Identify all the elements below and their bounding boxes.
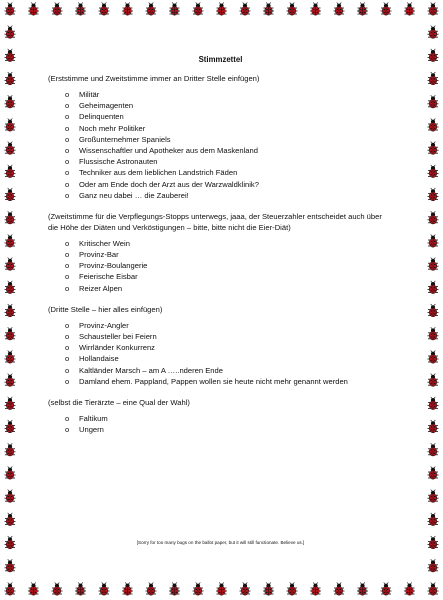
ballot-option[interactable] — [65, 89, 393, 100]
ladybug-icon — [5, 490, 16, 503]
ladybug-icon — [5, 513, 16, 526]
ladybug-icon — [428, 142, 439, 155]
ladybug-icon — [310, 2, 321, 15]
ladybug-icon — [5, 118, 16, 131]
ballot-option[interactable] — [65, 342, 393, 353]
ladybug-icon — [75, 582, 86, 595]
option-checkbox[interactable]: o — [65, 157, 70, 167]
ladybug-icon — [5, 374, 16, 387]
ballot-option[interactable] — [65, 424, 393, 435]
ballot-option[interactable] — [65, 271, 393, 282]
ladybug-icon — [216, 582, 227, 595]
option-checkbox[interactable]: o — [65, 283, 70, 293]
ladybug-icon — [428, 258, 439, 271]
ladybug-icon — [381, 582, 392, 595]
ladybug-icon — [428, 420, 439, 433]
ballot-option[interactable] — [65, 365, 393, 376]
option-checkbox[interactable]: o — [65, 272, 70, 282]
option-checkbox[interactable]: o — [65, 112, 70, 122]
option-checkbox[interactable]: o — [65, 413, 70, 423]
option-checkbox[interactable]: o — [65, 179, 70, 189]
ballot-option[interactable] — [65, 283, 393, 294]
option-checkbox[interactable]: o — [65, 332, 70, 341]
ladybug-icon — [357, 2, 368, 15]
ladybug-icon — [122, 2, 133, 15]
ladybug-icon — [428, 234, 439, 247]
ballot-option[interactable] — [65, 134, 393, 145]
option-checkbox[interactable]: o — [65, 250, 70, 260]
option-list — [65, 320, 393, 387]
ballot-option[interactable] — [65, 190, 393, 201]
ladybug-icon — [428, 374, 439, 387]
ladybug-icon — [287, 582, 298, 595]
option-checkbox[interactable]: o — [65, 101, 70, 111]
ladybug-icon — [52, 2, 63, 15]
ladybug-icon — [28, 2, 39, 15]
option-label: Großunternehmer Spaniels — [79, 134, 171, 144]
ladybug-icon — [5, 420, 16, 433]
ladybug-icon — [5, 350, 16, 363]
option-checkbox[interactable]: o — [65, 365, 70, 375]
ladybug-icon — [428, 165, 439, 178]
option-label: Techniker aus dem lieblichen Landstrich Fäden — [79, 168, 238, 178]
option-list — [65, 238, 393, 294]
ladybug-icon — [5, 536, 16, 549]
ladybug-icon — [122, 582, 133, 595]
ladybug-icon — [169, 2, 180, 15]
ladybug-icon — [287, 2, 298, 15]
ladybug-icon — [193, 582, 204, 595]
ballot-option[interactable] — [65, 238, 393, 249]
section-intro: (selbst die Tierärzte – eine Qual der Wahl) — [48, 397, 190, 407]
ballot-option[interactable] — [65, 100, 393, 111]
ladybug-icon — [428, 350, 439, 363]
ladybug-icon — [428, 26, 439, 39]
option-label: Provinz-Boulangerie — [79, 261, 148, 271]
ladybug-icon — [5, 281, 16, 294]
ladybug-icon — [216, 2, 227, 15]
ladybug-icon — [428, 466, 439, 479]
ladybug-icon — [428, 188, 439, 201]
ladybug-icon — [5, 559, 16, 572]
ballot-option[interactable] — [65, 331, 393, 342]
ladybug-icon — [428, 211, 439, 224]
option-label: Damland ehem. Pappland, Pappen wollen sie heute nicht mehr genannt werden — [79, 376, 348, 386]
ladybug-icon — [169, 582, 180, 595]
ladybug-icon — [193, 2, 204, 15]
option-label: Feierische Eisbar — [79, 272, 138, 282]
option-label: Wirrländer Konkurrenz — [79, 343, 155, 353]
ladybug-icon — [428, 304, 439, 317]
option-label: Ungern — [79, 425, 104, 435]
option-checkbox[interactable]: o — [65, 145, 70, 155]
option-label: Reizer Alpen — [79, 283, 123, 293]
ladybug-icon — [5, 582, 16, 595]
option-list — [65, 89, 393, 201]
ladybug-icon — [428, 72, 439, 85]
ladybug-icon — [5, 165, 16, 178]
option-label: Provinz-Bar — [79, 250, 119, 260]
ladybug-icon — [52, 582, 63, 595]
ladybug-icon — [428, 281, 439, 294]
option-label: Oder am Ende doch der Arzt aus der Warzwaldklinik? — [79, 179, 259, 189]
option-checkbox[interactable]: o — [65, 261, 70, 271]
ladybug-icon — [428, 49, 439, 62]
ladybug-icon — [404, 582, 415, 595]
ballot-option[interactable] — [65, 179, 393, 190]
option-checkbox[interactable]: o — [65, 376, 70, 386]
ladybug-icon — [5, 234, 16, 247]
ballot-section — [48, 211, 393, 304]
section-intro: (Erststimme und Zweitstimme immer an Dritter Stelle einfügen) — [48, 74, 260, 83]
ballot-section — [48, 73, 393, 211]
ballot-section — [48, 304, 393, 397]
ballot-sections — [48, 73, 393, 435]
option-list — [65, 413, 393, 435]
option-checkbox[interactable]: o — [65, 343, 70, 353]
ladybug-icon — [428, 443, 439, 456]
section-intro: (Zweitstimme für die Verpflegungs-Stopps unterwegs, jaaa, der Steuerzahler entscheidet auch über die Höhe der Diäten und Verköstigungen – bitte, bitte nicht die Eier-Diät) — [48, 211, 382, 232]
ballot-option[interactable] — [65, 156, 393, 167]
page-title: Stimmzettel — [198, 55, 243, 64]
option-label: Flussische Astronauten — [79, 157, 158, 167]
ballot-option[interactable] — [65, 376, 393, 387]
ballot-option[interactable] — [65, 111, 393, 122]
ladybug-icon — [428, 559, 439, 572]
section-spacer — [48, 201, 393, 211]
option-label: Kaltländer Marsch – am A …..nderen Ende — [79, 365, 223, 375]
ladybug-icon — [5, 258, 16, 271]
ladybug-icon — [263, 582, 274, 595]
ladybug-icon — [5, 443, 16, 456]
section-spacer — [48, 294, 393, 304]
footer-note: [Sorry for too many bugs on the ballot paper, but it will still functionate. Believe us.] — [136, 540, 305, 545]
ladybug-icon — [146, 2, 157, 15]
ladybug-icon — [5, 142, 16, 155]
ladybug-icon — [5, 327, 16, 340]
option-label: Militär — [79, 90, 100, 99]
ladybug-icon — [5, 95, 16, 108]
ladybug-icon — [428, 490, 439, 503]
ladybug-icon — [5, 466, 16, 479]
option-label: Faltikum — [79, 413, 108, 423]
ladybug-icon — [28, 582, 39, 595]
ladybug-icon — [5, 304, 16, 317]
option-checkbox[interactable]: o — [65, 134, 70, 144]
option-label: Schausteller bei Feiern — [79, 332, 157, 341]
option-label: Provinz-Angler — [79, 320, 129, 330]
ladybug-icon — [240, 582, 251, 595]
ballot-option[interactable] — [65, 167, 393, 178]
ladybug-icon — [5, 188, 16, 201]
option-checkbox[interactable]: o — [65, 320, 70, 330]
ladybug-icon — [428, 397, 439, 410]
ladybug-icon — [5, 397, 16, 410]
ballot-section — [48, 397, 393, 435]
ladybug-icon — [5, 211, 16, 224]
ladybug-icon — [428, 2, 439, 15]
ladybug-icon — [99, 2, 110, 15]
ladybug-icon — [428, 582, 439, 595]
ballot-option[interactable] — [65, 320, 393, 331]
option-label: Geheimagenten — [79, 101, 134, 111]
section-spacer — [48, 387, 393, 397]
ladybug-icon — [404, 2, 415, 15]
ladybug-icon — [428, 536, 439, 549]
option-checkbox[interactable]: o — [65, 190, 70, 200]
option-checkbox[interactable]: o — [65, 168, 70, 178]
ladybug-icon — [357, 582, 368, 595]
option-checkbox[interactable]: o — [65, 354, 70, 364]
ladybug-icon — [263, 2, 274, 15]
ballot-option[interactable] — [65, 123, 393, 134]
ladybug-icon — [5, 26, 16, 39]
ballot-option[interactable] — [65, 353, 393, 364]
ballot-option[interactable] — [65, 260, 393, 271]
ladybug-icon — [310, 582, 321, 595]
option-label: Kritischer Wein — [79, 238, 130, 248]
ballot-option[interactable] — [65, 145, 393, 156]
ladybug-icon — [5, 49, 16, 62]
option-label: Hollandaise — [79, 354, 119, 364]
option-label: Noch mehr Politiker — [79, 123, 146, 133]
ballot-paper — [48, 48, 393, 435]
option-checkbox[interactable]: o — [65, 425, 70, 435]
option-checkbox[interactable]: o — [65, 90, 70, 99]
ladybug-icon — [334, 582, 345, 595]
ladybug-icon — [334, 2, 345, 15]
ladybug-icon — [75, 2, 86, 15]
section-intro: (Dritte Stelle – hier alles einfügen) — [48, 304, 163, 314]
ladybug-icon — [381, 2, 392, 15]
option-checkbox[interactable]: o — [65, 238, 70, 248]
option-label: Delinquenten — [79, 112, 124, 122]
ladybug-icon — [428, 95, 439, 108]
ladybug-icon — [146, 582, 157, 595]
option-label: Wissenschaftler und Apotheker aus dem Maskenland — [79, 145, 258, 155]
ladybug-icon — [240, 2, 251, 15]
option-label: Ganz neu dabei … die Zauberei! — [79, 190, 189, 200]
ladybug-icon — [428, 513, 439, 526]
ladybug-icon — [5, 2, 16, 15]
ballot-option[interactable] — [65, 249, 393, 260]
ladybug-icon — [5, 72, 16, 85]
ladybug-icon — [428, 118, 439, 131]
ladybug-icon — [99, 582, 110, 595]
ballot-option[interactable] — [65, 413, 393, 424]
ladybug-icon — [428, 327, 439, 340]
option-checkbox[interactable]: o — [65, 123, 70, 133]
